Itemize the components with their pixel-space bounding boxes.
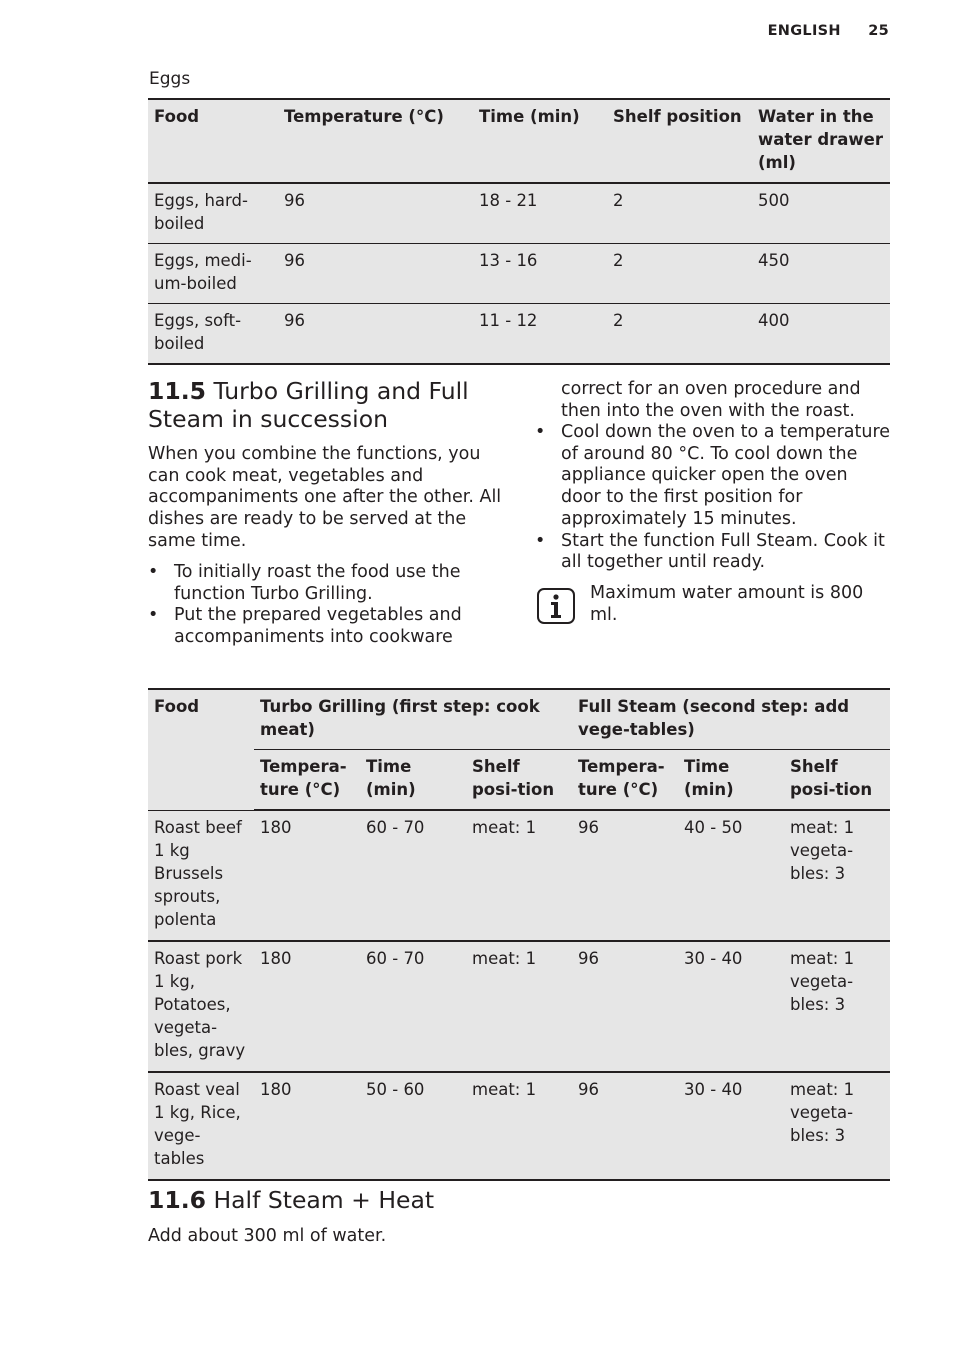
table-cell: meat: 1 xyxy=(472,1079,537,1099)
column-group-header: Full Steam (second step: add vege-tables) xyxy=(572,689,890,750)
list-item-text: Cool down the oven to a temperature of around 80 °C. To cool down the appliance quicker open the oven door to the first position for approximately 15 minutes. xyxy=(561,422,891,529)
table-header-row xyxy=(148,689,890,750)
table-cell: Eggs, medi-um-boiled xyxy=(154,251,252,293)
list-item xyxy=(535,531,891,574)
bullet-icon: • xyxy=(148,562,159,582)
section-heading-11-6 xyxy=(148,1186,434,1214)
table-cell: 30 - 40 xyxy=(684,1079,743,1099)
section-intro: When you combine the functions, you can cook meat, vegetables and accompaniments one after the other. All dishes are ready to be served at the same time. xyxy=(148,444,502,551)
note-text: Maximum water amount is 800 ml. xyxy=(590,583,864,625)
bullet-icon: • xyxy=(535,530,546,551)
table-cell: 96 xyxy=(578,948,599,968)
table-cell: meat: 1 vegeta-bles: 3 xyxy=(790,1079,855,1145)
table-cell: 60 - 70 xyxy=(366,948,425,968)
column-header: Time (min) xyxy=(678,750,784,811)
column-header: Shelf position xyxy=(613,107,742,126)
column-header: Food xyxy=(154,107,200,126)
eggs-table xyxy=(148,98,890,365)
table-cell: meat: 1 vegeta-bles: 3 xyxy=(790,948,855,1014)
table-cell: 60 - 70 xyxy=(366,818,425,837)
table-row xyxy=(148,304,890,365)
column-header: Food xyxy=(148,689,254,810)
page-header xyxy=(768,23,889,39)
list-item-text: Start the function Full Steam. Cook it all together until ready. xyxy=(561,530,885,573)
column-header: Tempera-ture (°C) xyxy=(254,750,360,811)
table-cell: 18 - 21 xyxy=(479,191,538,210)
column-group-header: Turbo Grilling (first step: cook meat) xyxy=(254,689,572,750)
table-cell: 2 xyxy=(613,191,624,210)
table-cell: 180 xyxy=(260,948,292,968)
bullet-icon: • xyxy=(535,422,546,442)
table-cell: 13 - 16 xyxy=(479,251,538,270)
table-cell: meat: 1 xyxy=(472,818,537,837)
table-cell: 96 xyxy=(284,191,305,210)
column-header: Tempera-ture (°C) xyxy=(572,750,678,811)
language-label: ENGLISH xyxy=(767,23,841,39)
info-icon xyxy=(537,588,575,624)
section-title: Turbo Grilling and Full Steam in succession xyxy=(148,377,469,433)
table-cell: 50 - 60 xyxy=(366,1079,425,1099)
column-header: Shelf posi-tion xyxy=(466,750,572,811)
section-number: 11.6 xyxy=(148,1186,206,1214)
table-cell: 2 xyxy=(613,311,624,330)
table-cell: 96 xyxy=(578,1079,599,1099)
list-item xyxy=(148,562,493,605)
table-cell: 450 xyxy=(758,251,790,270)
table-row xyxy=(148,183,890,244)
table-cell: 180 xyxy=(260,1079,292,1099)
table-cell: Roast veal 1 kg, Rice, vege-tables xyxy=(154,1079,241,1168)
table-cell: 30 - 40 xyxy=(684,948,743,968)
table-cell: meat: 1 vegeta-bles: 3 xyxy=(790,818,855,883)
bullet-icon: • xyxy=(148,605,159,626)
list-item-continuation: correct for an oven procedure and then into the oven with the roast. xyxy=(561,379,861,421)
table-subheader-row xyxy=(148,750,890,811)
table-row xyxy=(148,1072,890,1180)
table-cell: Eggs, soft-boiled xyxy=(154,311,242,353)
column-header: Shelf posi-tion xyxy=(784,750,890,811)
section-heading-11-5 xyxy=(148,377,508,433)
eggs-table-caption: Eggs xyxy=(149,69,191,89)
column-header: Temperature (°C) xyxy=(284,107,444,126)
table-cell: Roast beef 1 kg Brussels sprouts, polenta xyxy=(154,817,242,929)
table-row xyxy=(148,810,890,941)
table-row xyxy=(148,941,890,1072)
section-title: Half Steam + Heat xyxy=(213,1186,435,1214)
column-header: Time (min) xyxy=(360,750,466,811)
turbo-grilling-full-steam-table xyxy=(148,688,890,1181)
table-cell: 500 xyxy=(758,191,790,210)
section-text: Add about 300 ml of water. xyxy=(148,1226,387,1246)
table-cell: Eggs, hard-boiled xyxy=(154,191,248,233)
table-cell: 96 xyxy=(578,818,599,837)
column-header: Water in the water drawer (ml) xyxy=(758,107,883,172)
table-cell: 11 - 12 xyxy=(479,311,538,330)
table-row xyxy=(148,244,890,304)
list-item xyxy=(148,605,493,648)
table-cell: 40 - 50 xyxy=(684,818,743,837)
bullet-list-left xyxy=(148,562,493,649)
table-cell: 96 xyxy=(284,311,305,330)
list-item-text: To initially roast the food use the function Turbo Grilling. xyxy=(174,562,461,604)
table-header-row xyxy=(148,99,890,183)
list-item-text: Put the prepared vegetables and accompaniments into cookware xyxy=(174,605,462,648)
section-number: 11.5 xyxy=(148,377,206,405)
column-header: Time (min) xyxy=(479,107,580,126)
table-cell: Roast pork 1 kg, Potatoes, vegeta-bles, gravy xyxy=(154,948,246,1060)
table-cell: meat: 1 xyxy=(472,948,537,968)
bullet-list-right xyxy=(535,422,891,574)
table-cell: 180 xyxy=(260,818,292,837)
table-cell: 96 xyxy=(284,251,305,270)
table-cell: 400 xyxy=(758,311,790,330)
page-number: 25 xyxy=(868,23,889,39)
list-item xyxy=(535,422,891,531)
table-cell: 2 xyxy=(613,251,624,270)
